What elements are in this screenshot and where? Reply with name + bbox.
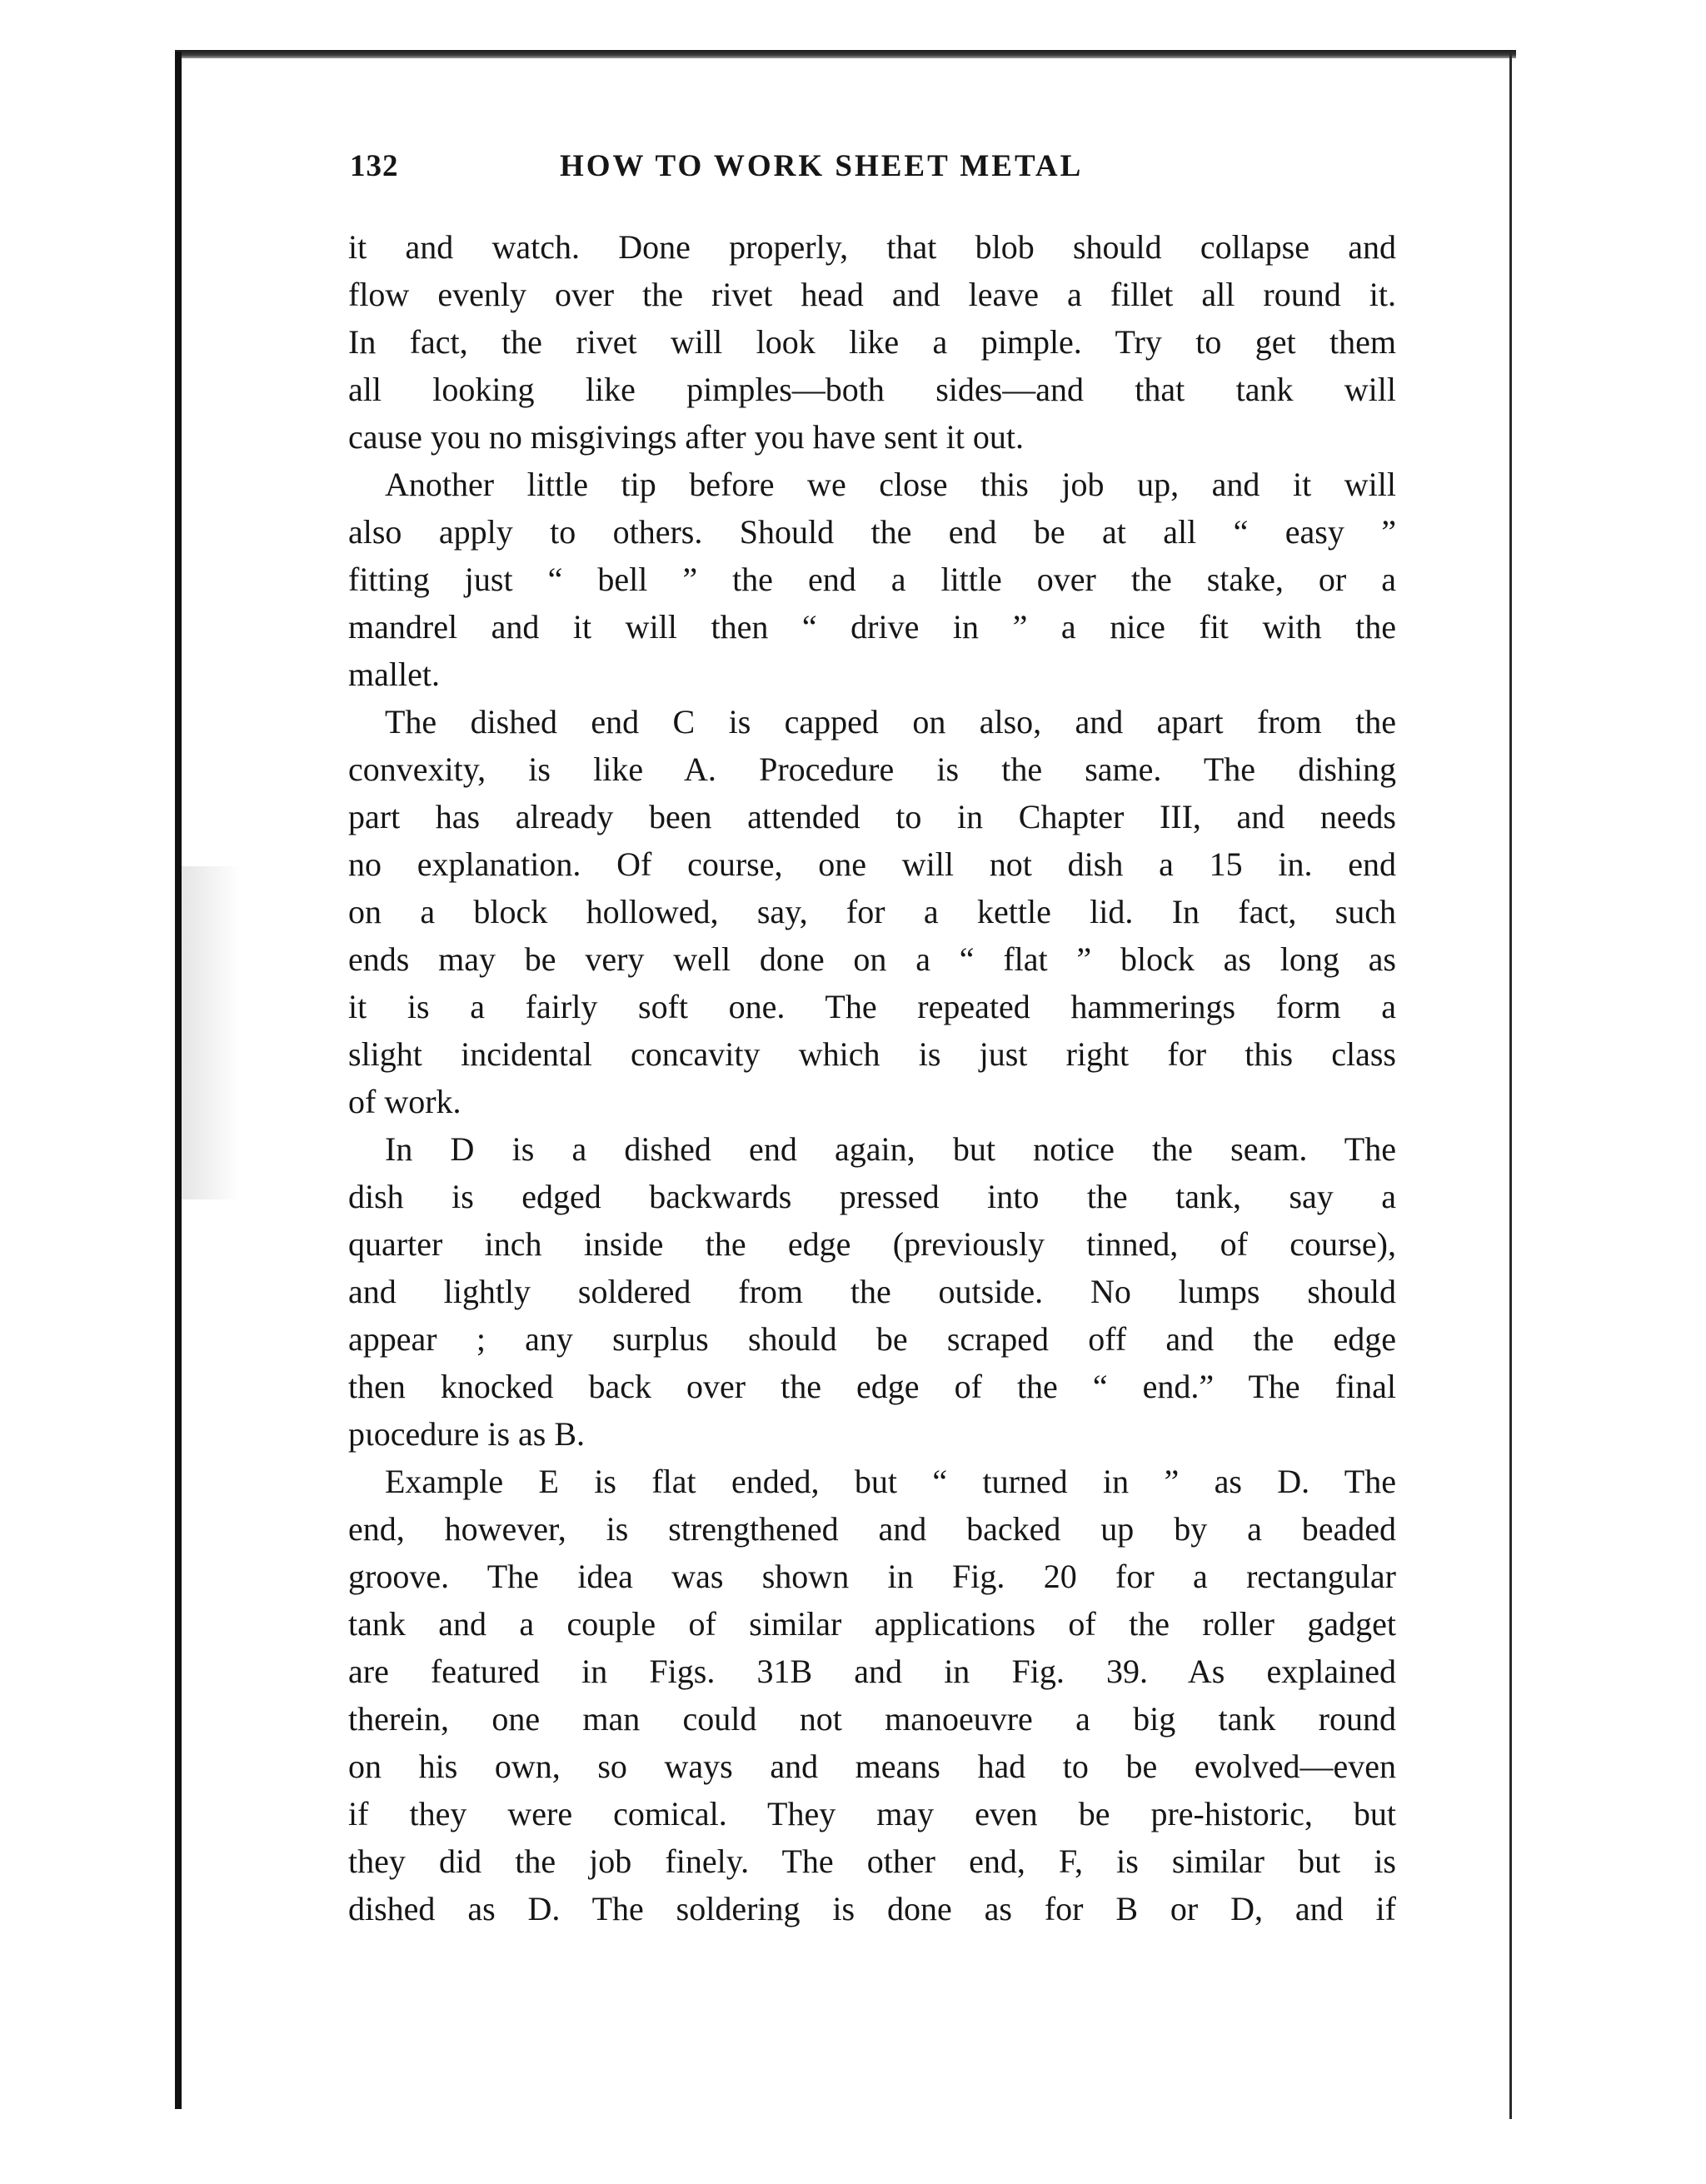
text-line: also apply to others. Should the end be at all “ easy ” [348,513,1396,551]
text-line: The dished end C is capped on also, and apart from the [385,703,1396,740]
text-line: it is a fairly soft one. The repeated hammerings form a [348,988,1396,1025]
text-line: therein, one man could not manoeuvre a big tank round [348,1700,1396,1738]
text-line: tank and a couple of similar applications of the roller gadget [348,1605,1396,1643]
text-line: on a block hollowed, say, for a kettle lid. In fact, such [348,893,1396,930]
text-line: of work. [348,1083,461,1120]
text-line: end, however, is strengthened and backed up by a beaded [348,1510,1396,1548]
scan-shadow [182,866,240,1199]
text-line: appear ; any surplus should be scraped off and the edge [348,1320,1396,1358]
text-line: mandrel and it will then “ drive in ” a nice fit with the [348,608,1396,646]
page-number: 132 [350,149,399,183]
text-line: fitting just “ bell ” the end a little over the stake, or a [348,561,1396,598]
scan-border-left [175,52,182,2109]
running-title: HOW TO WORK SHEET METAL [560,149,1084,183]
text-line: slight incidental concavity which is just right for this class [348,1035,1396,1073]
text-line: quarter inch inside the edge (previously tinned, of course), [348,1225,1396,1263]
text-line: convexity, is like A. Procedure is the same. The dishing [348,750,1396,788]
text-line: mallet. [348,656,440,693]
text-line: In D is a dished end again, but notice the seam. The [385,1130,1396,1168]
text-line: and lightly soldered from the outside. No lumps should [348,1273,1396,1310]
text-line: Another little tip before we close this job up, and it will [385,466,1396,503]
text-line: they did the job finely. The other end, F, is similar but is [348,1842,1396,1880]
scan-border-top [175,50,1516,58]
text-line: ends may be very well done on a “ flat ” block as long as [348,940,1396,978]
scan-border-right [1509,53,1512,2119]
text-line: part has already been attended to in Chapter III, and needs [348,798,1396,835]
text-line: then knocked back over the edge of the “ end.” The final [348,1368,1396,1405]
text-line: are featured in Figs. 31B and in Fig. 39. As explained [348,1653,1396,1690]
text-line: dish is edged backwards pressed into the tank, say a [348,1178,1396,1215]
page-header [350,148,1399,198]
body-text [348,223,1396,1932]
text-line: no explanation. Of course, one will not dish a 15 in. end [348,845,1396,883]
text-line: on his own, so ways and means had to be evolved—even [348,1748,1396,1785]
text-line: dished as D. The soldering is done as for B or D, and if [348,1890,1396,1927]
text-line: flow evenly over the rivet head and leave a fillet all round it. [348,276,1396,313]
text-line: pιocedure is as B. [348,1415,586,1453]
text-line: it and watch. Done properly, that blob should collapse and [348,228,1396,266]
text-line: Example E is flat ended, but “ turned in ” as D. The [385,1463,1396,1500]
text-line: if they were comical. They may even be pre-historic, but [348,1795,1396,1832]
text-line: all looking like pimples—both sides—and that tank will [348,371,1396,408]
text-line: groove. The idea was shown in Fig. 20 for a rectangular [348,1558,1396,1595]
text-line: In fact, the rivet will look like a pimple. Try to get them [348,323,1396,361]
text-line: cause you no misgivings after you have sent it out. [348,418,1024,456]
